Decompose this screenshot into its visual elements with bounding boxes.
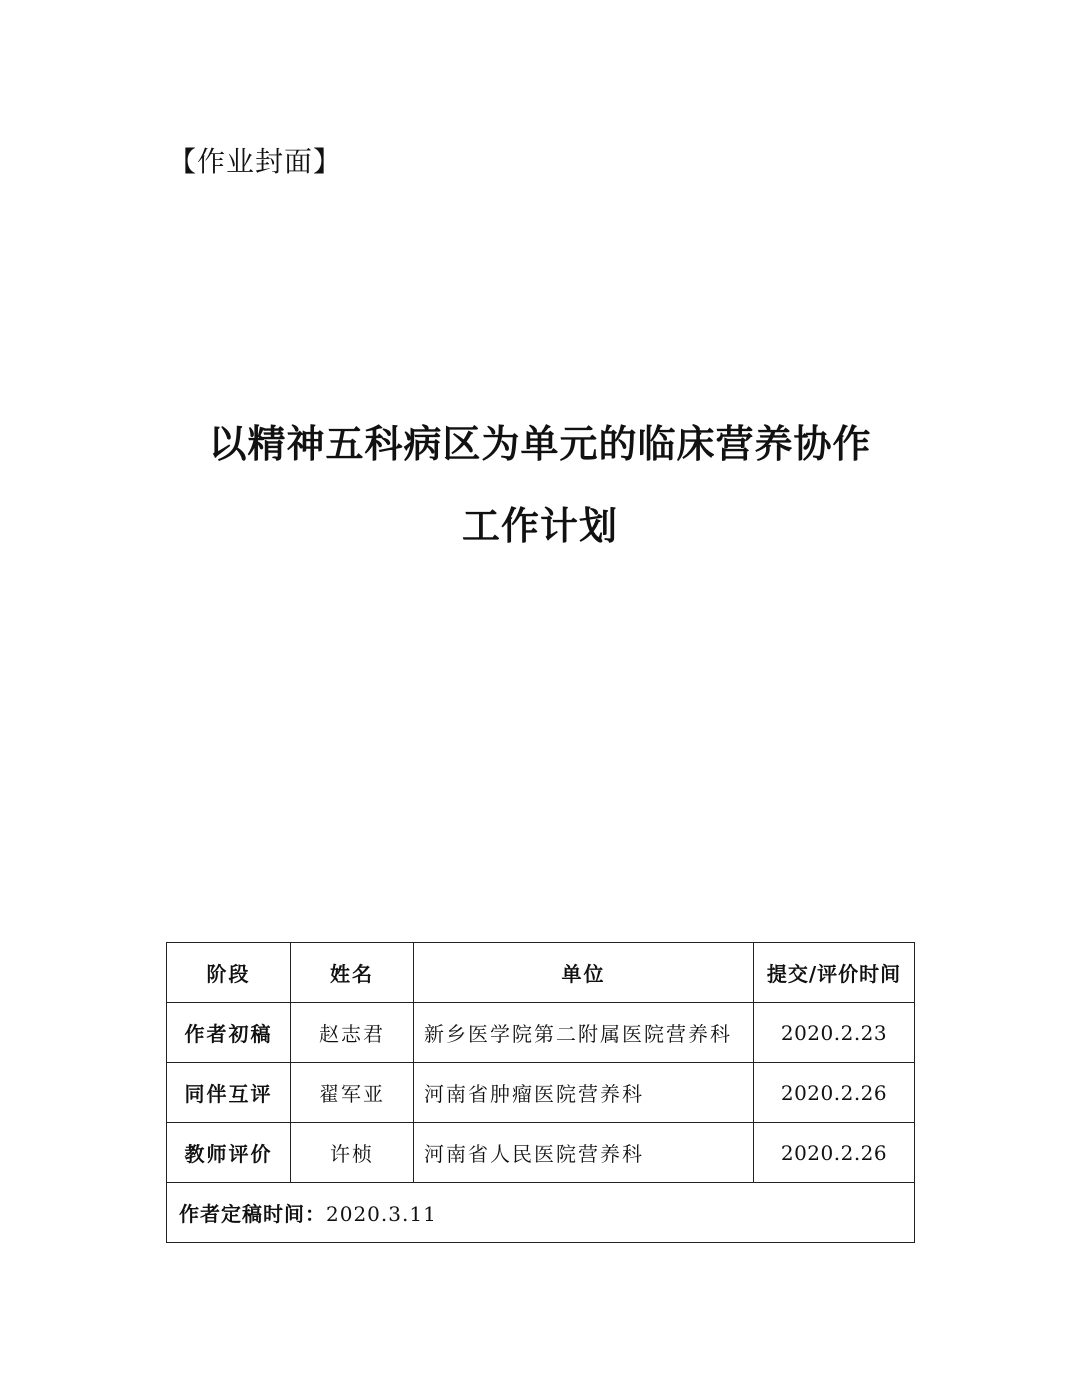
header-unit-label: 单位	[561, 962, 606, 986]
final-draft-value: 2020.3.11	[326, 1202, 437, 1226]
row-unit: 河南省肿瘤医院营养科	[414, 1063, 754, 1123]
row-date: 2020.2.26	[754, 1123, 915, 1183]
table-row	[167, 1123, 915, 1183]
final-draft-label: 作者定稿时间：	[179, 1202, 326, 1226]
row-name: 赵志君	[291, 1003, 414, 1063]
row-stage: 作者初稿	[167, 1003, 291, 1063]
review-info-table	[166, 942, 915, 1243]
table-row	[167, 1063, 915, 1123]
header-name-label: 姓名	[330, 962, 374, 986]
final-draft-time	[167, 1183, 915, 1243]
row-stage: 教师评价	[167, 1123, 291, 1183]
header-date-label: 提交/评价时间	[766, 962, 902, 986]
table-row	[167, 1003, 915, 1063]
cover-label: 【作业封面】	[168, 145, 343, 178]
row-unit: 新乡医学院第二附属医院营养科	[414, 1003, 754, 1063]
header-stage	[167, 943, 291, 1003]
table-header-row	[167, 943, 915, 1003]
header-unit	[414, 943, 754, 1003]
document-title-line-2: 工作计划	[461, 504, 618, 548]
row-unit: 河南省人民医院营养科	[414, 1123, 754, 1183]
document-title-line-1: 以精神五科病区为单元的临床营养协作	[208, 422, 872, 466]
row-stage: 同伴互评	[167, 1063, 291, 1123]
header-date	[754, 943, 915, 1003]
row-date: 2020.2.26	[754, 1063, 915, 1123]
header-stage-label: 阶段	[206, 962, 251, 986]
row-date: 2020.2.23	[754, 1003, 915, 1063]
row-name: 许桢	[291, 1123, 414, 1183]
table-footer-row	[167, 1183, 915, 1243]
header-name	[291, 943, 414, 1003]
row-name: 翟军亚	[291, 1063, 414, 1123]
